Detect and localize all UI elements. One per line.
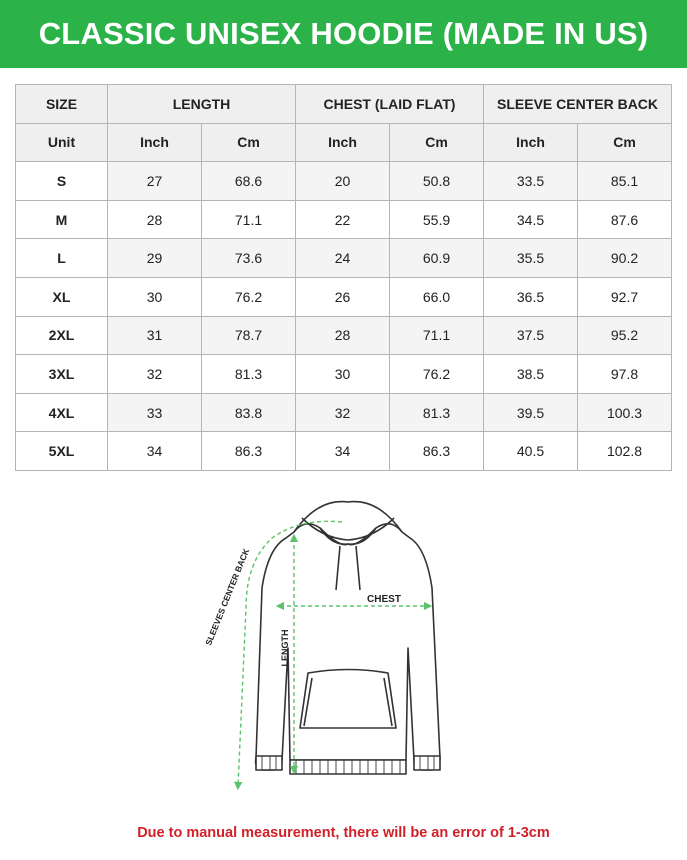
value-cell: 76.2 <box>390 355 484 394</box>
value-cell: 37.5 <box>484 316 578 355</box>
size-cell: 3XL <box>16 355 108 394</box>
table-body <box>16 162 672 471</box>
size-cell: S <box>16 162 108 201</box>
size-chart-table <box>15 84 672 471</box>
unit-cell: Cm <box>202 123 296 162</box>
measurement-disclaimer: Due to manual measurement, there will be an error of 1-3cm <box>137 825 550 841</box>
value-cell: 29 <box>108 239 202 278</box>
table-row <box>16 355 672 394</box>
value-cell: 38.5 <box>484 355 578 394</box>
value-cell: 26 <box>296 277 390 316</box>
unit-cell: Cm <box>578 123 672 162</box>
table-row <box>16 316 672 355</box>
value-cell: 28 <box>108 200 202 239</box>
table-row <box>16 162 672 201</box>
value-cell: 35.5 <box>484 239 578 278</box>
table-row <box>16 239 672 278</box>
size-cell: L <box>16 239 108 278</box>
value-cell: 76.2 <box>202 277 296 316</box>
size-cell: XL <box>16 277 108 316</box>
value-cell: 87.6 <box>578 200 672 239</box>
value-cell: 31 <box>108 316 202 355</box>
size-header: SIZE <box>16 85 108 124</box>
table-header-row <box>16 85 672 124</box>
chest-label: CHEST <box>367 594 401 605</box>
value-cell: 97.8 <box>578 355 672 394</box>
value-cell: 20 <box>296 162 390 201</box>
value-cell: 66.0 <box>390 277 484 316</box>
value-cell: 22 <box>296 200 390 239</box>
value-cell: 90.2 <box>578 239 672 278</box>
sleeve-label: SLEEVES CENTER BACK <box>203 547 252 647</box>
value-cell: 50.8 <box>390 162 484 201</box>
unit-cell: Inch <box>108 123 202 162</box>
table-row <box>16 277 672 316</box>
value-cell: 73.6 <box>202 239 296 278</box>
value-cell: 34 <box>108 432 202 471</box>
chest-header: CHEST (LAID FLAT) <box>296 85 484 124</box>
value-cell: 32 <box>108 355 202 394</box>
value-cell: 95.2 <box>578 316 672 355</box>
unit-cell: Inch <box>484 123 578 162</box>
size-cell: M <box>16 200 108 239</box>
length-label: LENGTH <box>280 629 290 667</box>
value-cell: 30 <box>296 355 390 394</box>
size-cell: 5XL <box>16 432 108 471</box>
table-row <box>16 200 672 239</box>
page-title: CLASSIC UNISEX HOODIE (MADE IN US) <box>38 16 649 51</box>
value-cell: 33 <box>108 393 202 432</box>
table-unit-row <box>16 123 672 162</box>
value-cell: 39.5 <box>484 393 578 432</box>
value-cell: 86.3 <box>202 432 296 471</box>
value-cell: 27 <box>108 162 202 201</box>
hoodie-diagram <box>200 498 490 798</box>
value-cell: 33.5 <box>484 162 578 201</box>
value-cell: 40.5 <box>484 432 578 471</box>
value-cell: 68.6 <box>202 162 296 201</box>
value-cell: 34 <box>296 432 390 471</box>
value-cell: 55.9 <box>390 200 484 239</box>
sleeve-header: SLEEVE CENTER BACK <box>484 85 672 124</box>
unit-header: Unit <box>16 123 108 162</box>
value-cell: 34.5 <box>484 200 578 239</box>
value-cell: 86.3 <box>390 432 484 471</box>
value-cell: 92.7 <box>578 277 672 316</box>
value-cell: 81.3 <box>390 393 484 432</box>
value-cell: 100.3 <box>578 393 672 432</box>
title-banner <box>0 0 687 68</box>
value-cell: 85.1 <box>578 162 672 201</box>
value-cell: 24 <box>296 239 390 278</box>
table-row <box>16 393 672 432</box>
value-cell: 71.1 <box>390 316 484 355</box>
value-cell: 28 <box>296 316 390 355</box>
table-row <box>16 432 672 471</box>
value-cell: 32 <box>296 393 390 432</box>
unit-cell: Cm <box>390 123 484 162</box>
value-cell: 78.7 <box>202 316 296 355</box>
value-cell: 60.9 <box>390 239 484 278</box>
value-cell: 30 <box>108 277 202 316</box>
value-cell: 36.5 <box>484 277 578 316</box>
value-cell: 81.3 <box>202 355 296 394</box>
value-cell: 102.8 <box>578 432 672 471</box>
value-cell: 71.1 <box>202 200 296 239</box>
value-cell: 83.8 <box>202 393 296 432</box>
unit-cell: Inch <box>296 123 390 162</box>
size-cell: 2XL <box>16 316 108 355</box>
length-header: LENGTH <box>108 85 296 124</box>
size-cell: 4XL <box>16 393 108 432</box>
